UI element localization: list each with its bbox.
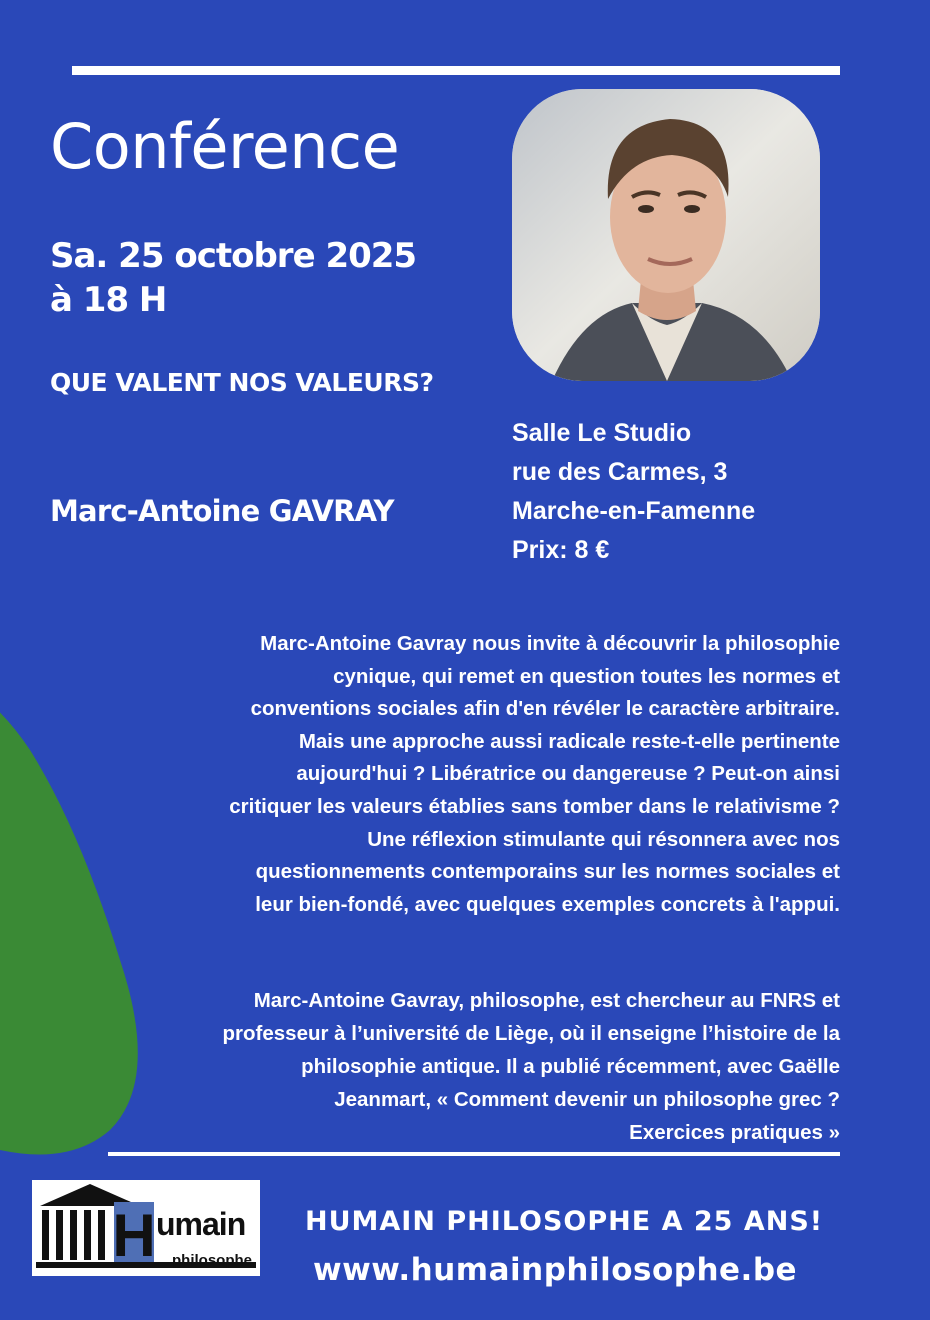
ticket-price: Prix: 8 € bbox=[512, 536, 610, 564]
description-line: Marc-Antoine Gavray nous invite à découvrir la philosophie bbox=[260, 632, 840, 655]
bottom-divider bbox=[108, 1152, 840, 1156]
event-date-time: à 18 H bbox=[50, 280, 167, 320]
bio-line: Exercices pratiques » bbox=[629, 1121, 840, 1144]
bio-line: Jeanmart, « Comment devenir un philosophe grec ? bbox=[334, 1088, 840, 1111]
top-divider bbox=[72, 66, 840, 75]
speaker-bio bbox=[110, 984, 840, 1149]
event-description bbox=[110, 628, 840, 921]
website-link[interactable]: www.humainphilosophe.be bbox=[312, 1252, 798, 1288]
speaker-name: Marc-Antoine GAVRAY bbox=[50, 494, 394, 528]
logo-word: umain bbox=[156, 1206, 246, 1242]
description-line: questionnements contemporains sur les normes sociales et bbox=[255, 860, 840, 884]
description-line: leur bien-fondé, avec quelques exemples concrets à l'appui. bbox=[255, 892, 840, 916]
description-line: critiquer les valeurs établies sans tomber dans le relativisme ? bbox=[229, 794, 840, 818]
logo-letter-h: H bbox=[112, 1202, 156, 1269]
venue-info bbox=[512, 414, 755, 570]
anniversary-banner: HUMAIN PHILOSOPHE A 25 ANS! bbox=[305, 1206, 824, 1237]
venue-name: Salle Le Studio bbox=[512, 419, 692, 447]
event-date-day: Sa. 25 octobre 2025 bbox=[50, 236, 417, 276]
bio-line: philosophie antique. Il a publié récemment, avec Gaëlle bbox=[301, 1055, 840, 1078]
event-date bbox=[50, 234, 416, 322]
humain-philosophe-logo bbox=[32, 1180, 260, 1276]
bio-line: professeur à l’université de Liège, où il enseigne l’histoire de la bbox=[222, 1022, 840, 1045]
bio-line: Marc-Antoine Gavray, philosophe, est chercheur au FNRS et bbox=[253, 989, 840, 1012]
description-line: Mais une approche aussi radicale reste-t-elle pertinente bbox=[298, 729, 840, 753]
description-line: conventions sociales afin d'en révéler le caractère arbitraire. bbox=[250, 697, 840, 721]
event-subject: QUE VALENT NOS VALEURS? bbox=[50, 368, 434, 397]
venue-street: rue des Carmes, 3 bbox=[512, 458, 728, 486]
description-line: aujourd'hui ? Libératrice ou dangereuse ? Peut-on ainsi bbox=[296, 762, 840, 786]
description-line: cynique, qui remet en question toutes les normes et bbox=[333, 664, 840, 688]
logo-subtitle: philosophe bbox=[172, 1252, 252, 1269]
speaker-portrait-illustration bbox=[512, 89, 820, 381]
venue-city: Marche-en-Famenne bbox=[512, 497, 756, 525]
event-title: Conférence bbox=[50, 110, 400, 183]
speaker-photo bbox=[512, 89, 820, 381]
description-line: Une réflexion stimulante qui résonnera avec nos bbox=[367, 827, 840, 851]
